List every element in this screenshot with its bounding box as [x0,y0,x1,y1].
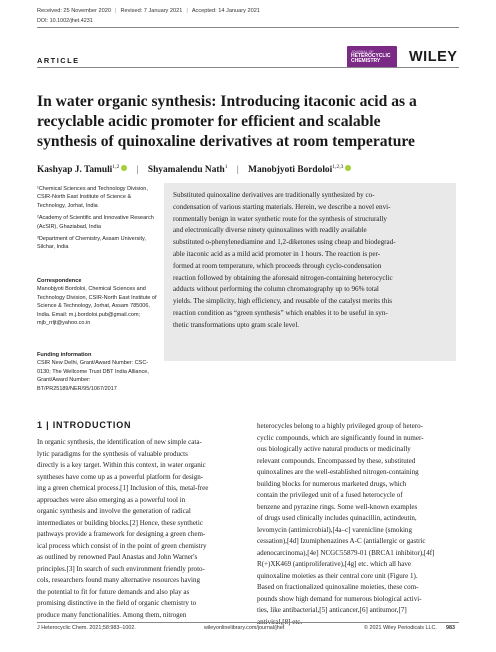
article-title: In water organic synthesis: Introducing itaconic acid as a recyclable acidic promoter for efficient and scalable synthesis of quinoxaline derivatives at room temperature [37,93,417,150]
correspondence-heading: Correspondence [37,278,82,284]
correspondence [37,275,157,327]
abstract-text: Substituted quinoxaline derivatives are traditionally synthesized by co- condensation of various starting materials. Herein, we describe a novel envi- ronmentally benign in water synthetic route for the synthesis of structurally and electronically diverse ninety quinoxalines with readily available substituted o-phenylenediamine and 1,2-diketones using cheap and biodegrad- able itaconic acid as a mild acid promoter in 1 hours. The reaction is per- formed at room temperature, which proceeds through cyclo-condensation reaction followed by obtaining the aforesaid nitrogen-containing heterocyclic adducts without performing the column chromatography up to 96% total yields. The simplicity, high efficiency, and reusable of the catalyst merits this reaction condition as “green synthesis” which enables it to be useful in syn- thetic transformations upto gram scale level. [173,191,396,329]
abstract-box [164,183,456,361]
body-right-column: heterocycles belong to a highly privileged group of hetero- cyclic compounds, which are significantly found in numer- ous biologically active natural products or medicinally relevant compounds. Encompassed by these, substituted quinoxalines are the well-established nitrogen-containing building blocks for numerous marketed drugs, which contain the privileged unit of a fused heterocycle of benzene and pyrazine rings. Some well-known examples of drugs used clinically includes quinacillin, actindeutin, levomycin (antimicrobial),[4a–c] varenicline (smoking cessation),[4d] Izumiphenazines A-C (antiallergic or gastric adenocarcinoma),[4e] NCGC55879-01 (BRCA1 inhibitor),[4f] R(+)XK469 (antiproliferative),[4g] etc. which all have quinoxaline moieties as their central core unit (Figure 1). Based on fractionalized quinoxaline moieties, these com- pounds show high demand for numerous biological activi- ties, like antibacterial,[5] anticancer,[6] antitumor,[7] antiviral,[8] etc. [257,422,435,626]
revised-date: Revised: 7 January 2021 [120,8,183,14]
section-heading: 1 | INTRODUCTION [37,420,132,430]
title-divider [37,67,459,68]
correspondence-body: Manobjyoti Bordoloi, Chemical Sciences and Technology Division, CSIR-North East Institute of Science & Technology, Jorhat, Assam 785006, India. Email: m.j.bordoloi.pub@gmail.com; mjb_rrljt@yahoo.co.in [37,286,157,327]
author-name: Manobjyoti Bordoloi [248,165,333,176]
section-label: ARTICLE [37,56,80,65]
journal-logo-name: HETEROCYCLIC CHEMISTRY [351,53,391,65]
journal-logo-small: JOURNAL OF [351,50,374,54]
publisher-logo: WILEY [409,49,458,65]
copyright: © 2021 Wiley Periodicals LLC. [364,625,437,631]
received-date: Received: 25 November 2020 [37,8,112,14]
footer-divider [37,622,459,623]
affiliation: ³Department of Chemistry, Assam University, Silchar, India [37,236,146,251]
journal-logo [347,46,397,68]
orcid-icon[interactable] [345,165,351,171]
journal-url[interactable]: wileyonlinelibrary.com/journal/jhet [204,625,285,631]
funding [37,349,157,393]
funding-body: CSIR New Delhi, Grant/Award Number: CSC-0130; The Wellcome Trust DBT India Alliance, Grant/Award Number: BT/PR25189/NER/95/1067/2017 [37,360,149,392]
affiliations [37,185,157,256]
header-divider [37,27,459,28]
article-dates: Received: 25 November 2020 | Revised: 7 January 2021 | Accepted: 14 January 2021 [37,8,260,14]
author-name: Shyamalendu Nath [147,165,225,176]
funding-heading: Funding information [37,352,92,358]
orcid-icon[interactable] [121,165,127,171]
doi[interactable]: DOI: 10.1002/jhet.4231 [37,18,93,24]
affiliation: ²Academy of Scientific and Innovative Research (AcSIR), Ghaziabad, India [37,215,154,230]
author-list: Kashyap J. Tamuli$^{1,2}$ | Shyamalendu Nath$^1$ | Manobjyoti Bordoloi$^{1,2,3}$ [37,164,351,175]
page-number: 983 [446,625,455,631]
author-name: Kashyap J. Tamuli [37,165,113,176]
affiliation: ¹Chemical Sciences and Technology Division, CSIR-North East Institute of Science & Technology, Jorhat, India [37,186,148,209]
body-left-column: In organic synthesis, the identification of new simple cata- lytic paradigms for the synthesis of valuable products directly is a key target. Within this context, in water organic syntheses have come up as a powerful platform for design- ing a green chemical process.[1] Inclusion of this, metal-free approaches were also emerging as a powerful tool in organic synthesis and involve the generation of radical intermediates or building blocks.[2] Hence, these synthetic pathways provide a framework for designing a green chem- ical process which consist of in the point of green chemistry as outlined by renowned Paul Anastas and John Warner's principles.[3] In search of such environment friendly proto- cols, researchers found many alternative resources having the potential to fit for future demands and also play as promising distinctive in the field of organic chemistry to produce many functionalities. Among them, nitrogen [37,438,209,619]
accepted-date: Accepted: 14 January 2021 [191,8,260,14]
journal-reference: J Heterocyclic Chem. 2021;58:983–1002. [37,625,136,631]
